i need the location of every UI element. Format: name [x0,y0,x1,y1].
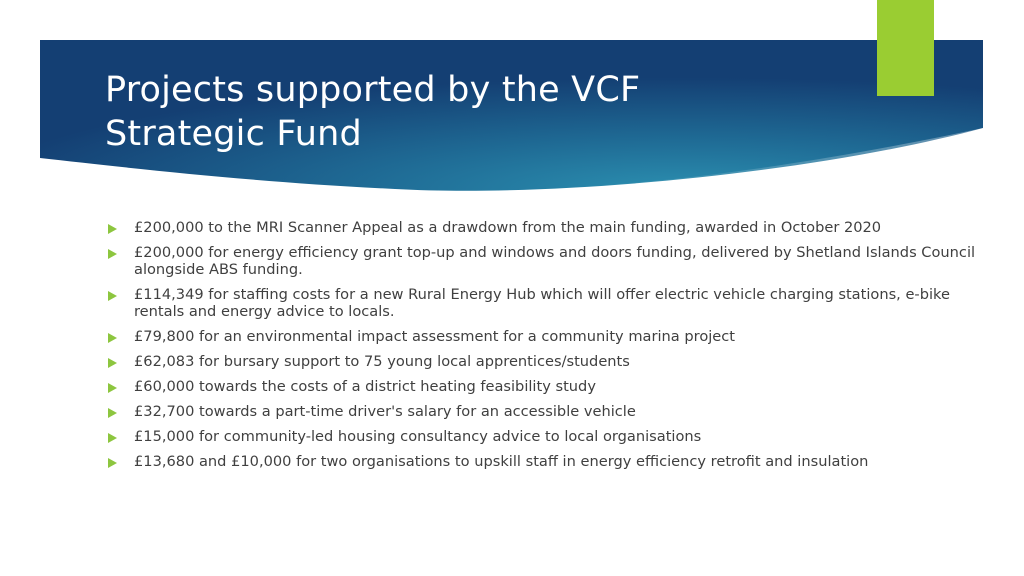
triangle-bullet-icon [108,383,117,393]
bullet-text: £32,700 towards a part-time driver's salary for an accessible vehicle [134,403,636,420]
triangle-bullet-icon [108,249,117,259]
bullet-text: £200,000 to the MRI Scanner Appeal as a drawdown from the main funding, awarded in October 2020 [134,219,882,236]
triangle-bullet-icon [108,224,117,234]
bullet-text: £114,349 for staffing costs for a new Rural Energy Hub which will offer electric vehicle charging stations, e-bike rentals and energy advice to locals. [134,286,950,320]
triangle-bullet-icon [108,408,117,418]
bullet-text: £15,000 for community-led housing consultancy advice to local organisations [134,428,702,445]
list-item [108,328,988,345]
bullet-text: £62,083 for bursary support to 75 young local apprentices/students [134,353,630,370]
triangle-bullet-icon [108,358,117,368]
slide-title [105,68,825,156]
list-item [108,453,988,470]
list-item [108,286,988,320]
triangle-bullet-icon [108,433,117,443]
triangle-bullet-icon [108,333,117,343]
accent-tab [877,0,934,96]
list-item [108,353,988,370]
bullet-text: £200,000 for energy efficiency grant top-up and windows and doors funding, delivered by Shetland Islands Council alongside ABS funding. [134,244,976,278]
list-item [108,378,988,395]
slide-title-line-2: Strategic Fund [105,114,362,154]
list-item [108,219,988,236]
list-item [108,244,988,278]
bullet-text: £60,000 towards the costs of a district heating feasibility study [134,378,596,395]
list-item [108,403,988,420]
bullet-text: £79,800 for an environmental impact assessment for a community marina project [134,328,736,345]
slide-title-line-1: Projects supported by the VCF [105,70,641,110]
triangle-bullet-icon [108,458,117,468]
list-item [108,428,988,445]
bullet-text: £13,680 and £10,000 for two organisations to upskill staff in energy efficiency retrofit and insulation [134,453,869,470]
bullet-list [108,219,988,478]
triangle-bullet-icon [108,291,117,301]
